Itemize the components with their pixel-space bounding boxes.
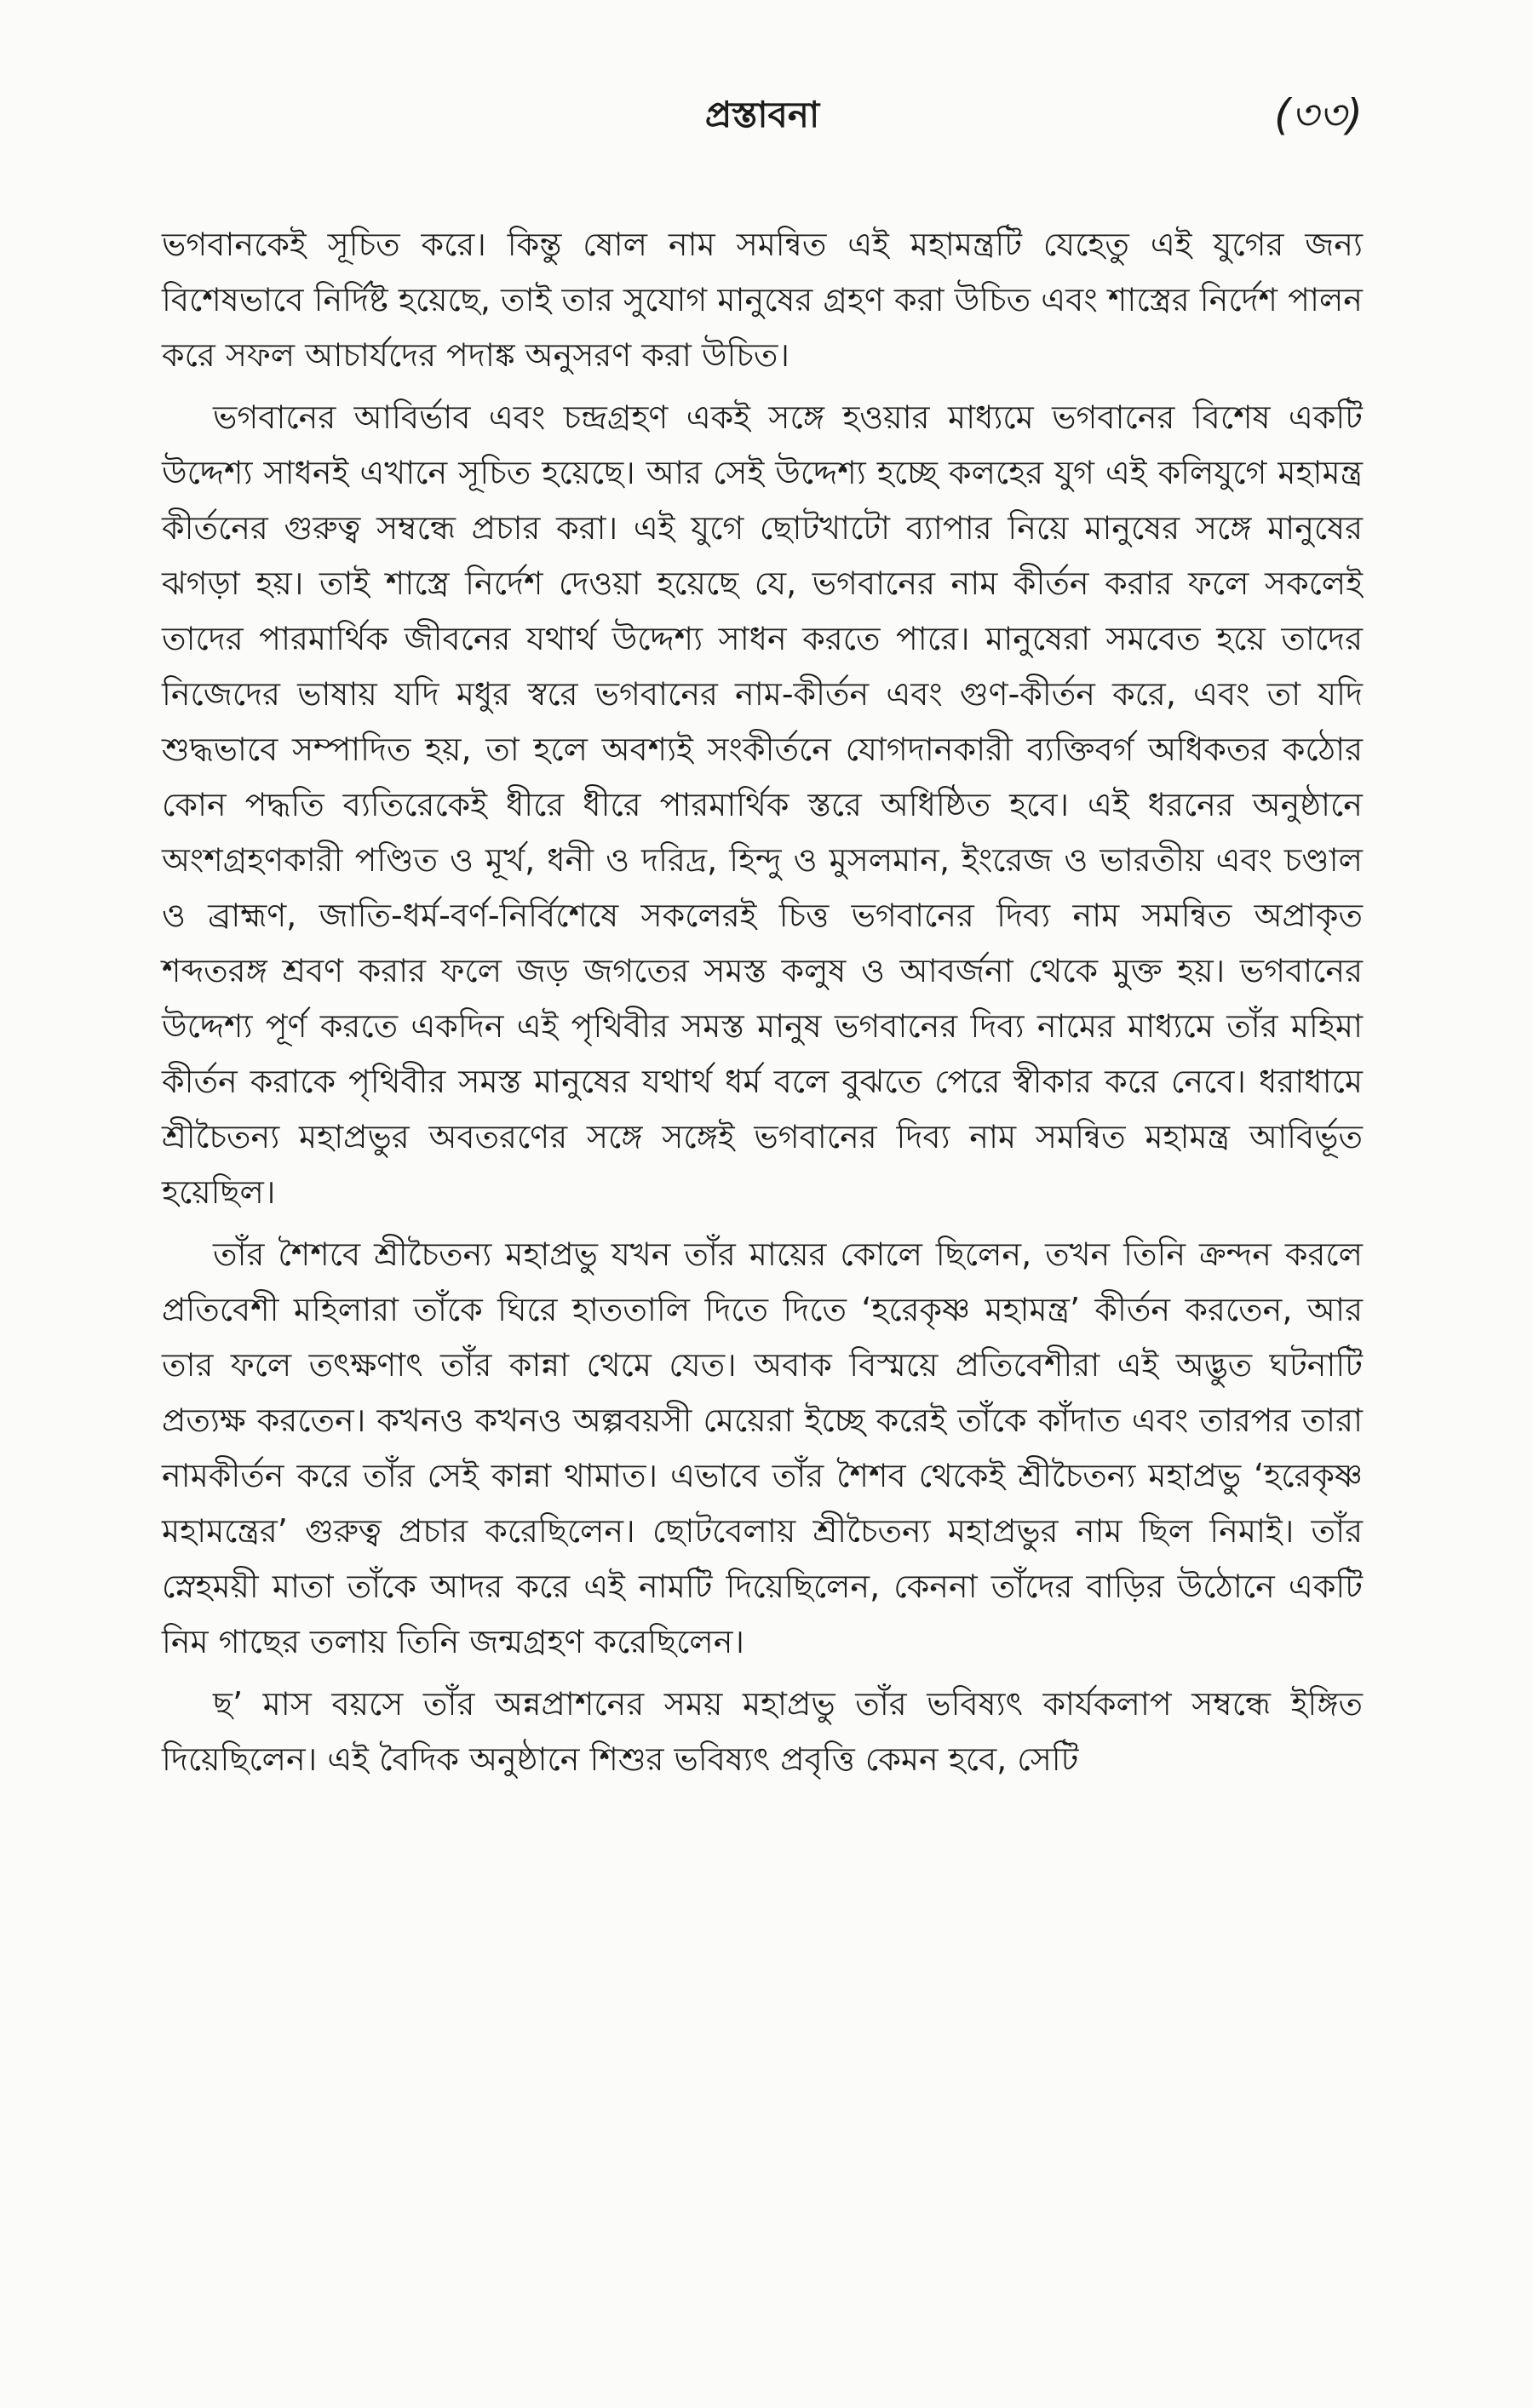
paragraph-1: ভগবানকেই সূচিত করে। কিন্তু ষোল নাম সমন্বিত এই মহামন্ত্রটি যেহেতু এই যুগের জন্য বিশেষভাবে নির্দিষ্ট হয়েছে, তাই তার সুযোগ মানুষের গ্রহণ করা উচিত এবং শাস্ত্রের নির্দেশ পালন করে সফল আচার্যদের পদাঙ্ক অনুসরণ করা উচিত। <box>162 226 1363 374</box>
paragraph-3: তাঁর শৈশবে শ্রীচৈতন্য মহাপ্রভু যখন তাঁর মায়ের কোলে ছিলেন, তখন তিনি ক্রন্দন করলে প্রতিবেশী মহিলারা তাঁকে ঘিরে হাততালি দিতে দিতে ‘হরেকৃষ্ণ মহামন্ত্র’ কীর্তন করতেন, আর তার ফলে তৎক্ষণাৎ তাঁর কান্না থেমে যেত। অবাক বিস্ময়ে প্রতিবেশীরা এই অদ্ভুত ঘটনাটি প্রত্যক্ষ করতেন। কখনও কখনও অল্পবয়সী মেয়েরা ইচ্ছে করেই তাঁকে কাঁদাত এবং তারপর তারা নামকীর্তন করে তাঁর সেই কান্না থামাত। এভাবে তাঁর শৈশব থেকেই শ্রীচৈতন্য মহাপ্রভু ‘হরেকৃষ্ণ মহামন্ত্রের’ গুরুত্ব প্রচার করেছিলেন। ছোটবেলায় শ্রীচৈতন্য মহাপ্রভুর নাম ছিল নিমাই। তাঁর স্নেহময়ী মাতা তাঁকে আদর করে এই নামটি দিয়েছিলেন, কেননা তাঁদের বাড়ির উঠোনে একটি নিম গাছের তলায় তিনি জন্মগ্রহণ করেছিলেন। <box>162 1236 1363 1660</box>
paragraph-4: ছ’ মাস বয়সে তাঁর অন্নপ্রাশনের সময় মহাপ্রভু তাঁর ভবিষ্যৎ কার্যকলাপ সম্বন্ধে ইঙ্গিত দিয়েছিলেন। এই বৈদিক অনুষ্ঠানে শিশুর ভবিষ্যৎ প্রবৃত্তি কেমন হবে, সেটি <box>162 1685 1363 1778</box>
page-number: (৩৩) <box>1273 90 1363 140</box>
page-header <box>162 81 1363 149</box>
body-text <box>162 217 1363 1794</box>
paragraph-2: ভগবানের আবির্ভাব এবং চন্দ্রগ্রহণ একই সঙ্গে হওয়ার মাধ্যমে ভগবানের বিশেষ একটি উদ্দেশ্য সাধনই এখানে সূচিত হয়েছে। আর সেই উদ্দেশ্য হচ্ছে কলহের যুগ এই কলিযুগে মহামন্ত্র কীর্তনের গুরুত্ব সম্বন্ধে প্রচার করা। এই যুগে ছোটখাটো ব্যাপার নিয়ে মানুষের সঙ্গে মানুষের ঝগড়া হয়। তাই শাস্ত্রে নির্দেশ দেওয়া হয়েছে যে, ভগবানের নাম কীর্তন করার ফলে সকলেই তাদের পারমার্থিক জীবনের যথার্থ উদ্দেশ্য সাধন করতে পারে। মানুষেরা সমবেত হয়ে তাদের নিজেদের ভাষায় যদি মধুর স্বরে ভগবানের নাম-কীর্তন এবং গুণ-কীর্তন করে, এবং তা যদি শুদ্ধভাবে সম্পাদিত হয়, তা হলে অবশ্যই সংকীর্তনে যোগদানকারী ব্যক্তিবর্গ অধিকতর কঠোর কোন পদ্ধতি ব্যতিরেকেই ধীরে ধীরে পারমার্থিক স্তরে অধিষ্ঠিত হবে। এই ধরনের অনুষ্ঠানে অংশগ্রহণকারী পণ্ডিত ও মূর্খ, ধনী ও দরিদ্র, হিন্দু ও মুসলমান, ইংরেজ ও ভারতীয় এবং চণ্ডাল ও ব্রাহ্মণ, জাতি-ধর্ম-বর্ণ-নির্বিশেষে সকলেরই চিত্ত ভগবানের দিব্য নাম সমন্বিত অপ্রাকৃত শব্দতরঙ্গ শ্রবণ করার ফলে জড় জগতের সমস্ত কলুষ ও আবর্জনা থেকে মুক্ত হয়। ভগবানের উদ্দেশ্য পূর্ণ করতে একদিন এই পৃথিবীর সমস্ত মানুষ ভগবানের দিব্য নামের মাধ্যমে তাঁর মহিমা কীর্তন করাকে পৃথিবীর সমস্ত মানুষের যথার্থ ধর্ম বলে বুঝতে পেরে স্বীকার করে নেবে। ধরাধামে শ্রীচৈতন্য মহাপ্রভুর অবতরণের সঙ্গে সঙ্গেই ভগবানের দিব্য নাম সমন্বিত মহামন্ত্র আবির্ভূত হয়েছিল। <box>162 398 1363 1211</box>
running-head-title: প্রস্তাবনা <box>704 94 820 135</box>
